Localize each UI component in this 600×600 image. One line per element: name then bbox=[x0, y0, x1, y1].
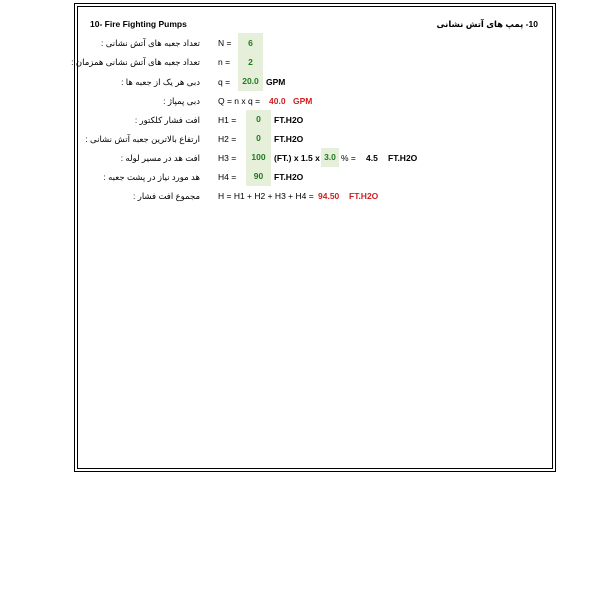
section-title-en: 10- Fire Fighting Pumps bbox=[90, 19, 187, 29]
row-var-pump-flow: Q = n x q = bbox=[218, 96, 261, 106]
value-pump-flow: 40.0 bbox=[269, 96, 286, 106]
row-desc-box-flow: دبی هر یک از جعبه ها : bbox=[121, 77, 200, 87]
row-var-collector-loss: H1 = bbox=[218, 115, 237, 125]
row-desc-simultaneous-boxes: تعداد جعبه های آتش نشانی همزمان : bbox=[71, 57, 200, 67]
value-total-loss: 94.50 bbox=[318, 191, 340, 201]
value-cell-collector-loss[interactable]: 0 bbox=[246, 110, 271, 129]
row-desc-pump-flow: دبی پمپاژ : bbox=[163, 96, 200, 106]
unit-pipe-head-loss: FT.H2O bbox=[388, 153, 418, 163]
unit-collector-loss: FT.H2O bbox=[274, 115, 304, 125]
unit-total-loss: FT.H2O bbox=[349, 191, 379, 201]
percent-label: % = bbox=[341, 153, 356, 163]
page-frame bbox=[74, 3, 556, 472]
unit-pipe-length: (FT.) x 1.5 x bbox=[274, 153, 320, 163]
row-var-simultaneous-boxes: n = bbox=[218, 57, 231, 67]
row-desc-pipe-head-loss: افت هد در مسیر لوله : bbox=[120, 153, 200, 163]
row-desc-highest-box: ارتفاع بالاترین جعبه آتش نشانی : bbox=[85, 134, 200, 144]
value-cell-simultaneous-boxes[interactable]: 2 bbox=[238, 54, 263, 72]
value-cell-pipe-length[interactable]: 100 bbox=[246, 148, 271, 167]
value-cell-box-flow[interactable]: 20.0 bbox=[238, 72, 263, 91]
row-var-pipe-head-loss: H3 = bbox=[218, 153, 237, 163]
section-title-fa: 10- پمپ های آتش نشانی bbox=[436, 19, 538, 29]
value-cell-fire-boxes[interactable]: 6 bbox=[238, 33, 263, 54]
row-desc-collector-loss: افت فشار کلکتور : bbox=[134, 115, 200, 125]
value-cell-highest-box[interactable]: 0 bbox=[246, 129, 271, 148]
row-desc-required-head: هد مورد نیاز در پشت جعبه : bbox=[103, 172, 200, 182]
unit-box-flow: GPM bbox=[266, 77, 286, 87]
unit-highest-box: FT.H2O bbox=[274, 134, 304, 144]
row-var-required-head: H4 = bbox=[218, 172, 237, 182]
row-desc-fire-boxes: تعداد جعبه های آتش نشانی : bbox=[101, 38, 200, 48]
row-var-highest-box: H2 = bbox=[218, 134, 237, 144]
value-pipe-head-loss: 4.5 bbox=[366, 153, 378, 163]
value-cell-required-head[interactable]: 90 bbox=[246, 167, 271, 186]
row-var-fire-boxes: N = bbox=[218, 38, 232, 48]
value-cell-loss-percent[interactable]: 3.0 bbox=[321, 148, 339, 167]
row-desc-total-loss: مجموع افت فشار : bbox=[133, 191, 200, 201]
unit-pump-flow: GPM bbox=[293, 96, 313, 106]
unit-required-head: FT.H2O bbox=[274, 172, 304, 182]
row-var-total-loss: H = H1 + H2 + H3 + H4 = bbox=[218, 191, 314, 201]
row-var-box-flow: q = bbox=[218, 77, 231, 87]
